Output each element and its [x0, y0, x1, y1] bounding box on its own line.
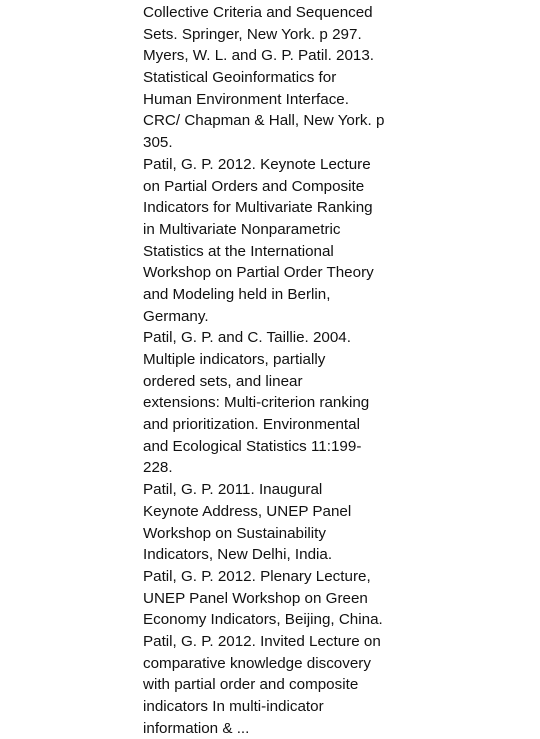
text-line: Workshop on Partial Order Theory [143, 264, 374, 282]
text-line: Human Environment Interface. [143, 90, 349, 108]
text-line: Economy Indicators, Beijing, China. [143, 611, 383, 629]
text-line: 228. [143, 459, 173, 477]
text-line: Keynote Address, UNEP Panel [143, 502, 352, 520]
text-line: and prioritization. Environmental [143, 416, 360, 434]
text-line: Patil, G. P. 2011. Inaugural [143, 481, 323, 499]
text-line: indicators In multi-indicator [143, 698, 324, 715]
text-line: Sets. Springer, New York. p 297. [143, 25, 362, 43]
reference-list [143, 2, 413, 739]
text-line: Patil, G. P. and C. Taillie. 2004. [143, 329, 351, 347]
text-line: CRC/ Chapman & Hall, New York. p [143, 112, 385, 130]
text-line: Myers, W. L. and G. P. Patil. 2013. [143, 47, 375, 65]
text-line: Patil, G. P. 2012. Keynote Lecture [143, 155, 371, 173]
text-line: information & ... [143, 719, 250, 737]
text-line: extensions: Multi-criterion ranking [143, 394, 370, 412]
text-line: Germany. [143, 307, 209, 325]
text-line: Indicators for Multivariate Ranking [143, 199, 373, 217]
text-line: Statistics at the International [143, 242, 334, 260]
text-line: 305. [143, 134, 173, 152]
text-line: Patil, G. P. 2012. Invited Lecture on [143, 632, 381, 650]
text-line: and Modeling held in Berlin, [143, 285, 331, 303]
text-line: ordered sets, and linear [143, 372, 303, 390]
text-line: Workshop on Sustainability [143, 524, 326, 542]
text-line: on Partial Orders and Composite [143, 177, 365, 195]
text-line: UNEP Panel Workshop on Green [143, 589, 368, 607]
text-line: in Multivariate Nonparametric [143, 220, 341, 238]
text-line: Statistical Geoinformatics for [143, 69, 337, 87]
text-line: and Ecological Statistics 11:199- [143, 437, 362, 455]
text-line: Multiple indicators, partially [143, 351, 326, 368]
text-line: Patil, G. P. 2012. Plenary Lecture, [143, 567, 371, 585]
text-line: Indicators, New Delhi, India. [143, 546, 333, 564]
text-line: comparative knowledge discovery [143, 654, 371, 672]
text-line: with partial order and composite [143, 676, 359, 694]
text-line: Collective Criteria and Sequenced [143, 4, 373, 21]
